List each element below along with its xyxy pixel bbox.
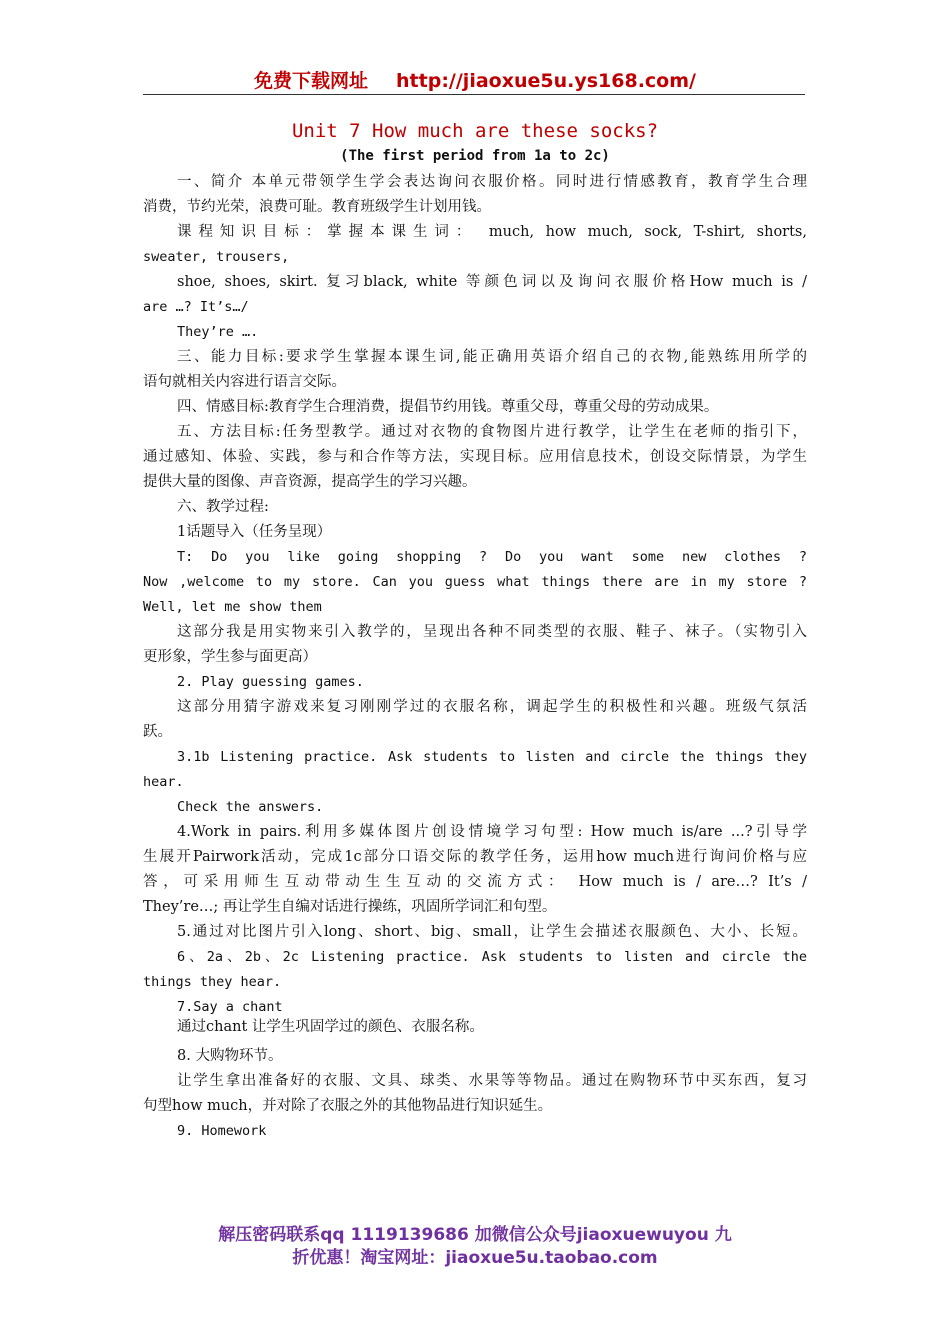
- paragraph-line: 句型how much，并对除了衣服之外的其他物品进行知识延生。: [143, 1098, 553, 1114]
- paragraph-line: 答，可采用师生互动带动生生互动的交流方式： How much is / are…? It’s /: [143, 874, 807, 890]
- paragraph-line: 六、教学过程:: [177, 499, 269, 515]
- paragraph-line: 9. Homework: [177, 1123, 267, 1139]
- paragraph-line: 跃。: [143, 724, 172, 740]
- paragraph-line: 五、方法目标:任务型教学。通过对衣物的食物图片进行教学，让学生在老师的指引下，: [177, 424, 807, 440]
- paragraph-line: 3.1b Listening practice. Ask students to listen and circle the things they: [177, 749, 807, 765]
- paragraph-line: 三、能力目标:要求学生掌握本课生词,能正确用英语介绍自己的衣物,能熟练用所学的: [177, 349, 807, 365]
- paragraph-line: 4.Work in pairs.利用多媒体图片创设情境学习句型: How much is/are ...?引导学: [177, 824, 807, 840]
- paragraph-line: things they hear.: [143, 974, 282, 990]
- paragraph-line: 更形象，学生参与面更高）: [143, 649, 317, 665]
- paragraph-line: 2. Play guessing games.: [177, 674, 364, 690]
- paragraph-line: 5.通过对比图片引入long、short、big、small，让学生会描述衣服颜色、大小、长短。: [177, 924, 807, 940]
- paragraph-line: 通过chant 让学生巩固学过的颜色、衣服名称。: [177, 1019, 484, 1035]
- footer-contact-line: 解压密码联系qq 1119139686 加微信公众号jiaoxuewuyou 九: [218, 1225, 732, 1245]
- paragraph-line: 消费，节约光荣，浪费可耻。教育班级学生计划用钱。: [143, 199, 491, 215]
- paragraph-line: 一、简介 本单元带领学生学会表达询问衣服价格。同时进行情感教育，教育学生合理: [177, 174, 807, 190]
- paragraph-line: 让学生拿出准备好的衣服、文具、球类、水果等等物品。通过在购物环节中买东西，复习: [177, 1073, 807, 1089]
- paragraph-line: 1话题导入（任务呈现）: [177, 524, 332, 540]
- paragraph-line: 课程知识目标：掌握本课生词： much, how much, sock, T-shirt, shorts,: [177, 224, 807, 240]
- page-header: [0, 66, 950, 93]
- paragraph-line: hear.: [143, 774, 184, 790]
- paragraph-line: are …? It’s…/: [143, 299, 249, 315]
- paragraph-line: shoe, shoes, skirt. 复习black, white 等颜色词以及询问衣服价格How much is /: [177, 274, 807, 290]
- paragraph-line: Check the answers.: [177, 799, 324, 815]
- paragraph-line: 生展开Pairwork活动，完成1c部分口语交际的教学任务，运用how much进行询问价格与应: [143, 849, 807, 865]
- paragraph-line: 通过感知、体验、实践，参与和合作等方法，实现目标。应用信息技术，创设交际情景，为学生: [143, 449, 807, 465]
- paragraph-line: 7.Say a chant: [177, 999, 283, 1015]
- paragraph-line: 这部分用猜字游戏来复习刚刚学过的衣服名称，调起学生的积极性和兴趣。班级气氛活: [177, 699, 807, 715]
- paragraph-line: 这部分我是用实物来引入教学的，呈现出各种不同类型的衣服、鞋子、袜子。（实物引入: [177, 624, 807, 640]
- page-subtitle: (The first period from 1a to 2c): [340, 148, 610, 164]
- paragraph-line: 6、2a、2b、2c Listening practice. Ask students to listen and circle the: [177, 949, 807, 965]
- paragraph-line: 提供大量的图像、声音资源，提高学生的学习兴趣。: [143, 474, 477, 490]
- header-divider: [143, 94, 805, 95]
- paragraph-line: They’re…; 再让学生自编对话进行操练，巩固所学词汇和句型。: [143, 899, 557, 915]
- paragraph-line: 8. 大购物环节。: [177, 1048, 283, 1064]
- paragraph-line: T: Do you like going shopping ? Do you want some new clothes ?: [177, 549, 807, 565]
- paragraph-line: 四、情感目标:教育学生合理消费，提倡节约用钱。尊重父母，尊重父母的劳动成果。: [177, 399, 719, 415]
- page-title: Unit 7 How much are these socks?: [291, 120, 659, 142]
- footer-shop-line: 折优惠！淘宝网址：jiaoxue5u.taobao.com: [292, 1248, 658, 1268]
- paragraph-line: sweater, trousers,: [143, 249, 290, 265]
- paragraph-line: Now ,welcome to my store. Can you guess what things there are in my store ?: [143, 574, 807, 590]
- header-label: 免费下载网址: [254, 70, 369, 92]
- paragraph-line: Well, let me show them: [143, 599, 322, 615]
- paragraph-line: 语句就相关内容进行语言交际。: [143, 374, 346, 390]
- header-url-link[interactable]: http://jiaoxue5u.ys168.com/: [396, 70, 696, 92]
- paragraph-line: They’re ….: [177, 324, 259, 340]
